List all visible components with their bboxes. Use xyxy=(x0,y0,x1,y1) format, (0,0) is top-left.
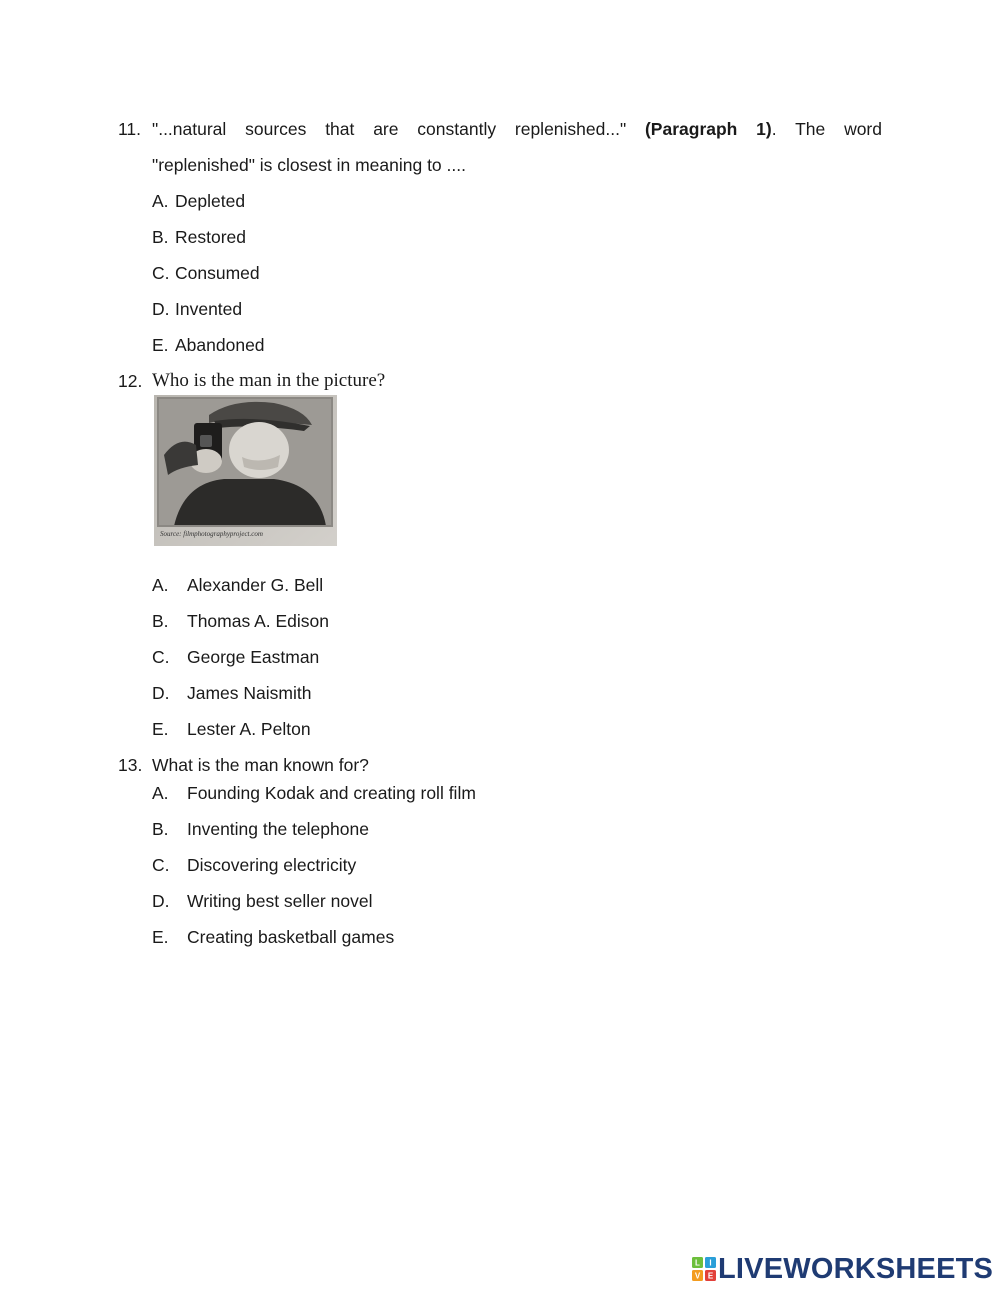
svg-text:L: L xyxy=(695,1258,700,1268)
liveworksheets-logo[interactable] xyxy=(692,1253,993,1285)
svg-text:E: E xyxy=(707,1271,714,1281)
option-text[interactable]: Consumed xyxy=(175,263,260,283)
option-letter[interactable]: C. xyxy=(152,855,170,875)
question-text-line-1 xyxy=(152,119,882,140)
option-letter[interactable]: D. xyxy=(152,891,170,911)
liveworksheets-logo-icon xyxy=(692,1257,716,1281)
option-text[interactable]: Inventing the telephone xyxy=(187,819,369,839)
option-text[interactable]: George Eastman xyxy=(187,647,320,667)
option-letter[interactable]: A. xyxy=(152,575,169,595)
option-text[interactable]: Invented xyxy=(175,299,243,319)
option-text[interactable]: Creating basketball games xyxy=(187,927,395,947)
option-text[interactable]: Alexander G. Bell xyxy=(187,575,324,595)
option-letter[interactable]: E. xyxy=(152,927,169,947)
question-number: 11. xyxy=(118,119,142,139)
svg-text:V: V xyxy=(694,1271,701,1281)
option-letter[interactable]: E. xyxy=(152,719,169,739)
liveworksheets-logo-text: LIVEWORKSHEETS xyxy=(718,1253,994,1285)
image-caption: Source: filmphotographyproject.com xyxy=(160,530,263,538)
option-text[interactable]: Restored xyxy=(175,227,247,247)
question-text-tail: . The word xyxy=(771,119,882,139)
option-text[interactable]: Abandoned xyxy=(175,335,265,355)
option-text[interactable]: Depleted xyxy=(175,191,246,211)
question-text: What is the man known for? xyxy=(152,755,369,775)
option-text[interactable]: James Naismith xyxy=(187,683,312,703)
man-with-camera-photo xyxy=(154,395,337,546)
option-text[interactable]: Discovering electricity xyxy=(187,855,357,875)
question-text-line-2: "replenished" is closest in meaning to .... xyxy=(152,155,466,175)
option-letter[interactable]: D. xyxy=(152,299,170,319)
option-letter[interactable]: B. xyxy=(152,819,169,839)
option-letter[interactable]: D. xyxy=(152,683,170,703)
question-number: 12. xyxy=(118,371,143,391)
option-letter[interactable]: A. xyxy=(152,783,169,803)
option-text[interactable]: Founding Kodak and creating roll film xyxy=(187,783,476,803)
option-letter[interactable]: E. xyxy=(152,335,169,355)
paragraph-reference: (Paragraph 1) xyxy=(644,119,772,139)
option-letter[interactable]: B. xyxy=(152,611,169,631)
option-letter[interactable]: A. xyxy=(152,191,169,211)
option-text[interactable]: Thomas A. Edison xyxy=(187,611,330,631)
svg-text:I: I xyxy=(709,1258,712,1268)
question-number: 13. xyxy=(118,755,143,775)
quote-text: "...natural sources that are constantly replenished..." xyxy=(152,119,627,139)
question-text: Who is the man in the picture? xyxy=(152,370,386,391)
option-letter[interactable]: C. xyxy=(152,647,170,667)
option-letter[interactable]: B. xyxy=(152,227,169,247)
option-text[interactable]: Lester A. Pelton xyxy=(187,719,311,739)
option-text[interactable]: Writing best seller novel xyxy=(187,891,373,911)
option-letter[interactable]: C. xyxy=(152,263,170,283)
